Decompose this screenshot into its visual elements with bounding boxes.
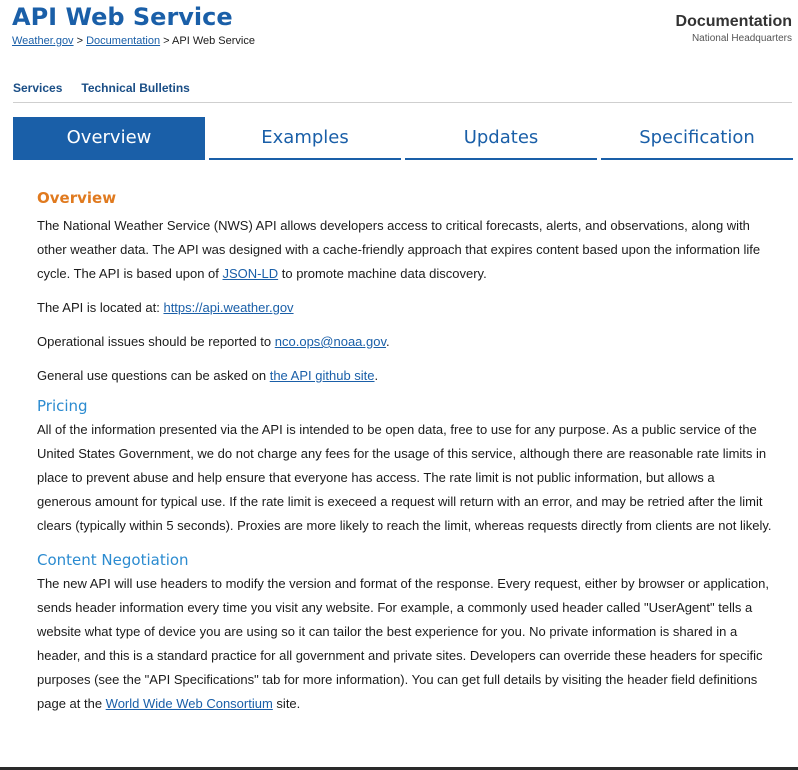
overview-paragraph-intro — [37, 214, 772, 286]
breadcrumb-separator: > — [73, 35, 87, 47]
content-negotiation-text-end: site. — [272, 696, 301, 711]
overview-paragraph-questions — [37, 364, 772, 388]
content-negotiation-paragraph — [37, 572, 772, 716]
breadcrumb-documentation-link[interactable]: Documentation — [86, 35, 161, 47]
sub-navigation — [13, 81, 209, 95]
subnav-divider — [13, 102, 792, 103]
tab-examples[interactable]: Examples — [209, 117, 401, 160]
overview-intro-text-end: to promote machine data discovery. — [278, 266, 487, 281]
breadcrumb — [12, 34, 255, 48]
tab-bar — [13, 117, 793, 160]
content-negotiation-heading: Content Negotiation — [37, 551, 189, 569]
api-github-link[interactable]: the API github site — [269, 368, 375, 383]
documentation-subtitle: National Headquarters — [691, 33, 792, 44]
api-location-label: The API is located at: — [37, 300, 164, 315]
breadcrumb-current: > API Web Service — [160, 35, 255, 47]
w3c-link[interactable]: World Wide Web Consortium — [105, 696, 273, 711]
nco-ops-email-link[interactable]: nco.ops@noaa.gov — [274, 334, 387, 349]
overview-heading: Overview — [37, 189, 117, 207]
api-url-link[interactable]: https://api.weather.gov — [163, 300, 294, 315]
subnav-technical-bulletins[interactable]: Technical Bulletins — [81, 81, 190, 95]
content-negotiation-text: The new API will use headers to modify the version and format of the response. Every request, either by browser or application, sends header information every time you visit any website. For example, a commonly used header called "UserAgent" tells a website what type of device you are using so it can tailor the best experience for you. No private information is shared in a header, and this is a standard practice for all government and private sites. Developers can override these headers for specific purposes (see the "API Specifications" tab for more information). You can get full details by visiting the header field definitions page at the — [37, 576, 769, 711]
general-questions-label: General use questions can be asked on — [37, 368, 270, 383]
header-right — [676, 12, 792, 45]
page-title: API Web Service — [12, 3, 233, 31]
subnav-services[interactable]: Services — [13, 81, 63, 95]
overview-paragraph-issues — [37, 330, 772, 354]
overview-paragraph-location — [37, 296, 772, 320]
breadcrumb-weather-gov-link[interactable]: Weather.gov — [12, 35, 74, 47]
operational-issues-period: . — [386, 334, 390, 349]
pricing-heading: Pricing — [37, 397, 88, 415]
documentation-title: Documentation — [675, 13, 792, 30]
tab-specification[interactable]: Specification — [601, 117, 793, 160]
overview-intro-text: The National Weather Service (NWS) API allows developers access to critical forecasts, alerts, and observations, along with other weather data. The API was designed with a cache-friendly approach that expires content based upon the information life cycle. The API is based upon of — [37, 218, 761, 281]
json-ld-link[interactable]: JSON-LD — [222, 266, 279, 281]
pricing-paragraph: All of the information presented via the API is intended to be open data, free to use for any purpose. As a public service of the United States Government, we do not charge any fees for the usage of this service, although there are reasonable rate limits in place to prevent abuse and help ensure that everyone has access. The rate limit is not public information, but allows a generous amount for typical use. If the rate limit is execeed a request will return with an error, and may be retried after the limit clears (typically within 5 seconds). Proxies are more likely to reach the limit, whereas requests directly from clients are not likely. — [37, 422, 772, 533]
tab-updates[interactable]: Updates — [405, 117, 597, 160]
tab-overview[interactable]: Overview — [13, 117, 205, 160]
main-content — [37, 186, 772, 716]
operational-issues-label: Operational issues should be reported to — [37, 334, 275, 349]
general-questions-period: . — [374, 368, 379, 383]
